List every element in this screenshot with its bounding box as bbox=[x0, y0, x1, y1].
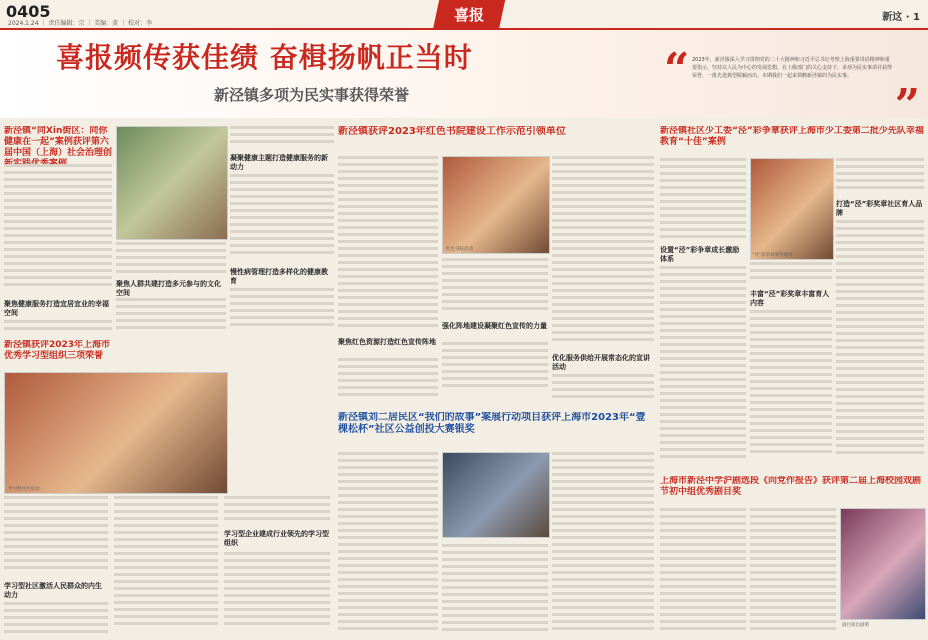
close-quote-icon: ” bbox=[894, 80, 920, 131]
award-ceremony-photo bbox=[750, 158, 834, 260]
section-right-label: 新这 · 1 bbox=[882, 12, 920, 23]
date-line: 2024.1.24 ｜ 责任编辑：宗 ｜ 美编：黄 ｜ 校对：李 bbox=[8, 20, 152, 27]
article-a3-cont2 bbox=[552, 156, 654, 406]
photo-caption: 红色书院活动 bbox=[446, 247, 473, 252]
article-a3-cont bbox=[442, 258, 548, 408]
learning-event-photo bbox=[4, 372, 228, 494]
masthead bbox=[0, 0, 928, 30]
article-subhead: 慢性病管理打造多样化的健康教育 bbox=[230, 268, 328, 285]
article-subhead: 强化阵地建设凝聚红色宣传的力量 bbox=[442, 322, 547, 330]
article-subhead: 凝聚健康主题打造健康服务的新动力 bbox=[230, 154, 328, 171]
article-subhead: 学习型企业建成行业领先的学习型组织 bbox=[224, 530, 329, 547]
photo-caption: 剧目演出剧照 bbox=[842, 623, 869, 628]
article-a5-cont2 bbox=[836, 158, 924, 468]
article-a6-title: 上海市新泾中学沪剧选段《向党作报告》获评第二届上海校园戏剧节初中组优秀剧目奖 bbox=[660, 476, 922, 497]
open-quote-icon: “ bbox=[664, 44, 690, 95]
article-subhead: 优化服务供给开展常态化的宣讲活动 bbox=[552, 354, 650, 371]
article-subhead: 设置“泾”彩争章成长激励体系 bbox=[660, 246, 740, 263]
article-a5-body bbox=[660, 158, 746, 468]
body-text-block bbox=[4, 320, 112, 334]
article-subhead: 学习型社区激活人民群众的内生动力 bbox=[4, 582, 102, 599]
intro-quote-text: 2023年，新泾镇深入学习贯彻党的二十大精神和习近平总书记考察上海重要讲话精神和重要指示，坚持以人民为中心的发展思想，在上级部门的关心支持下，多项为民实事项目获得荣誉，一批先进典型脱颖而出。本期我们一起来领略新泾镇的为民实事。 bbox=[692, 57, 893, 79]
section-badge: 喜报 bbox=[433, 0, 505, 30]
article-title: 新泾镇“同Xin街区：同你健康在一起”案例获评第六届中国（上海）社会治理创 bbox=[4, 126, 112, 158]
article-a2-body bbox=[4, 496, 330, 636]
article-a2-title: 新泾镇获评2023年上海市优秀学习型组织三项荣誉 bbox=[4, 340, 111, 361]
page-subhead: 新泾镇多项为民实事获得荣誉 bbox=[214, 86, 410, 104]
body-text-block bbox=[4, 164, 112, 290]
article-a5-cont bbox=[750, 262, 832, 468]
article-a3-title: 新泾镇获评2023年红色书院建设工作示范引领单位 bbox=[338, 126, 566, 137]
intro-quote-box bbox=[664, 44, 920, 131]
article-a1-cont bbox=[116, 242, 226, 336]
photo-caption: “泾”彩争章颁奖现场 bbox=[752, 253, 793, 258]
photo-caption: 学习型社区活动 bbox=[8, 487, 40, 492]
article-subhead: 打造“泾”彩奖章社区育人品牌 bbox=[836, 200, 923, 217]
article-subhead: 聚焦红色资源打造红色宣传阵地 bbox=[338, 338, 436, 346]
community-story-photo bbox=[442, 452, 550, 538]
street-photo bbox=[116, 126, 228, 240]
page-number: 0405 bbox=[6, 2, 51, 21]
article-a6-body bbox=[660, 508, 836, 638]
article-a4-title: 新泾镇刘二居民区“我们的故事”案展行动项目获评上海市2023年“壹棵松杯”社区公益创投大赛银奖 bbox=[338, 412, 646, 435]
article-a4-body bbox=[338, 452, 654, 638]
article-a3-body bbox=[338, 156, 438, 406]
drama-stage-photo bbox=[840, 508, 926, 620]
article-subhead: 丰富“泾”彩奖章丰富育人内容 bbox=[750, 290, 830, 307]
article-subhead: 聚焦人群共建打造多元参与的文化空间 bbox=[116, 280, 221, 297]
article-subhead: 聚焦健康服务打造宜居宜业的幸福空间 bbox=[4, 300, 109, 317]
article-a5-title: 新泾镇社区少工委“泾”彩争章获评上海市少工委第二批少先队幸福教育“十佳”案例 bbox=[660, 126, 924, 147]
article-a1 bbox=[4, 126, 112, 336]
article-a1-cont2 bbox=[230, 126, 334, 336]
red-academy-photo bbox=[442, 156, 550, 254]
page-headline: 喜报频传获佳绩 奋楫扬帆正当时 bbox=[56, 41, 473, 74]
